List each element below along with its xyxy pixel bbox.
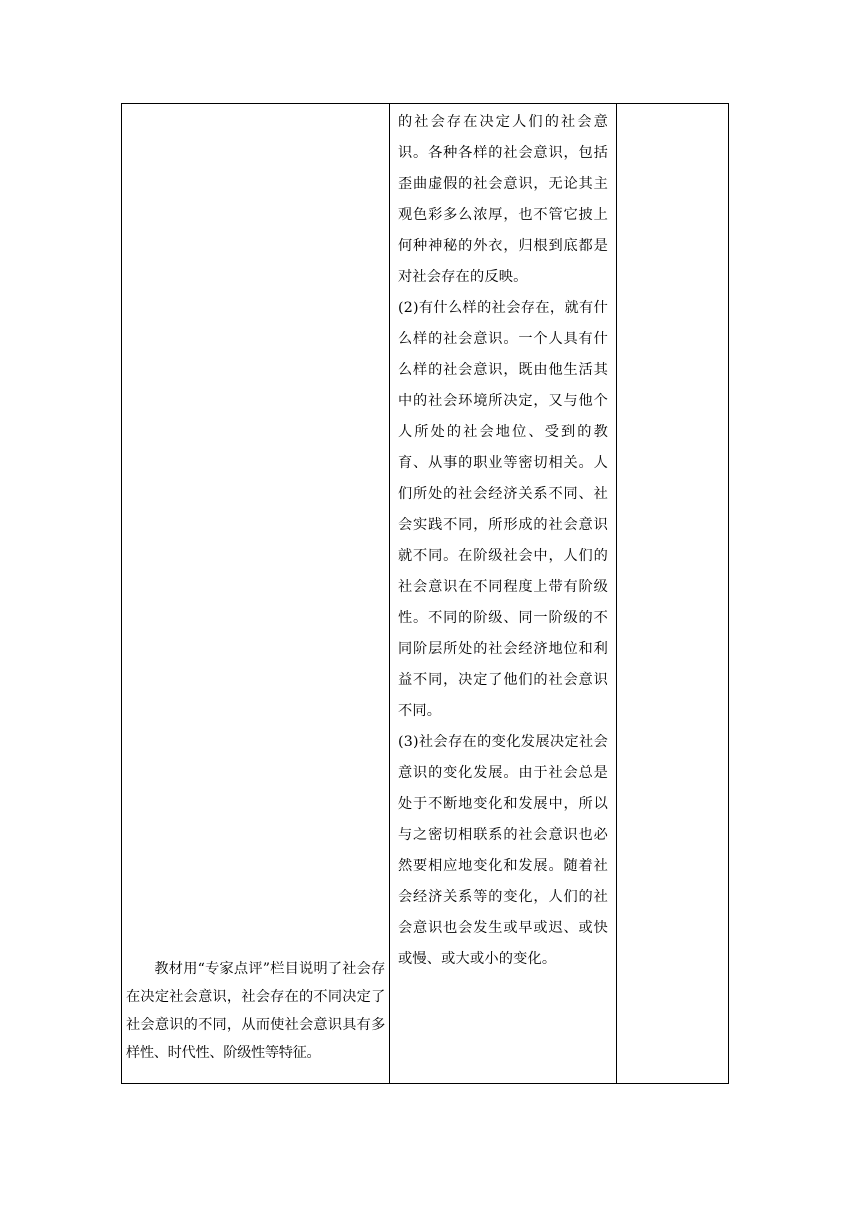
textbook-note-paragraph: 教材用“专家点评”栏目说明了社会存在决定社会意识，社会存在的不同决定了社会意识的不同，从而使社会意识具有多样性、时代性、阶级性等特征。 (126, 960, 385, 1061)
paragraph-point-2: (2)有什么样的社会存在，就有什么样的社会意识。一个人具有什么样的社会意识，既由他生活其中的社会环境所决定，又与他个人所处的社会地位、受到的教育、从事的职业等密切相关。人们所处的社会经济关系不同、社会实践不同，所形成的社会意识就不同。在阶级社会中，人们的社会意识在不同程度上带有阶级性。不同的阶级、同一阶级的不同阶层所处的社会经济地位和利益不同，决定了他们的社会意识不同。 (398, 300, 608, 719)
content-table (121, 103, 729, 1084)
paragraph-point-3: (3)社会存在的变化发展决定社会意识的变化发展。由于社会总是处于不断地变化和发展中，所以与之密切相联系的社会意识也必然要相应地变化和发展。随着社会经济关系等的变化，人们的社会意识也会发生或早或迟、或快或慢、或大或小的变化。 (398, 734, 608, 967)
right-column-cell (617, 104, 728, 1083)
middle-column-cell (390, 104, 617, 1083)
left-column-cell (122, 104, 390, 1083)
paragraph-social-existence-determines: 的社会存在决定人们的社会意识。各种各样的社会意识，包括歪曲虚假的社会意识，无论其主观色彩多么浓厚，也不管它披上何种神秘的外衣，归根到底都是对社会存在的反映。 (398, 114, 608, 285)
